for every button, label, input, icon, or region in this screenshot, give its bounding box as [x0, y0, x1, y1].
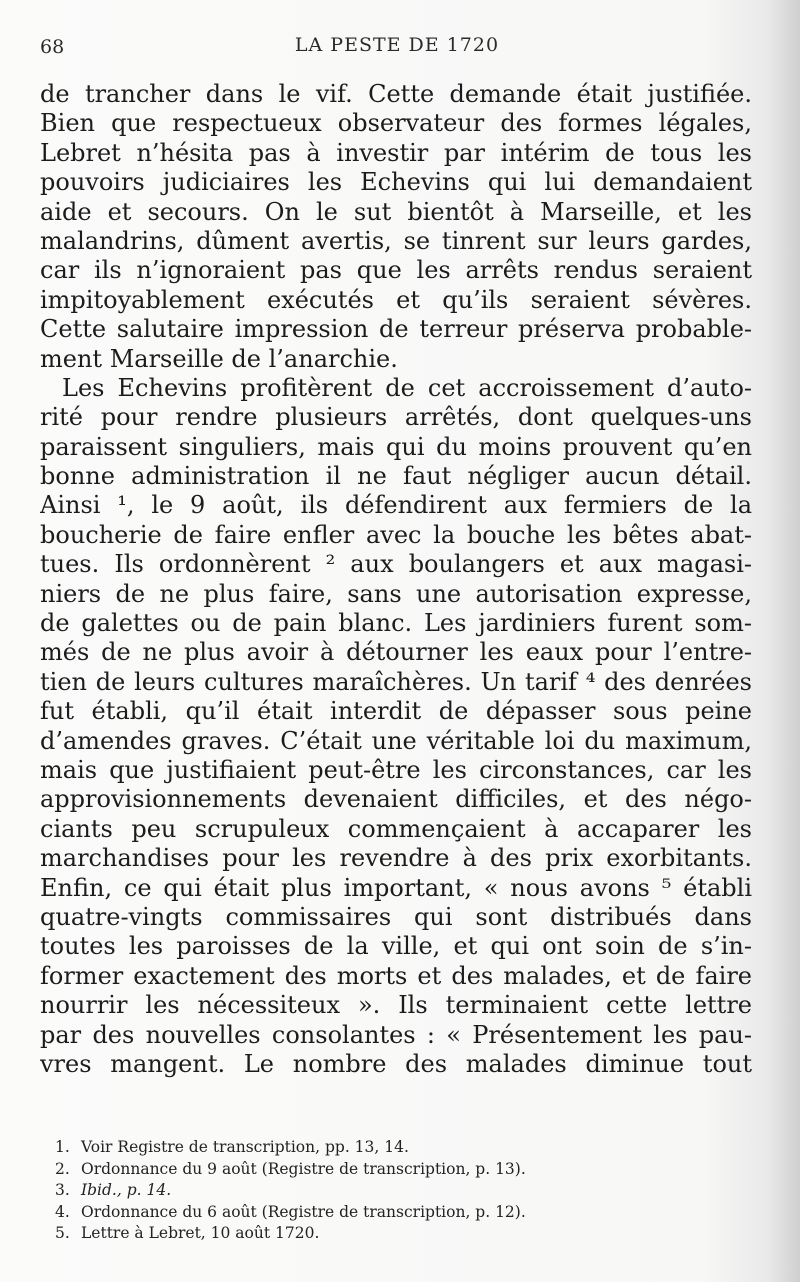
footnote: [55, 1202, 735, 1224]
text-line: niers de ne plus faire, sans une autorisation expresse,: [40, 579, 752, 608]
footnotes: [55, 1137, 735, 1245]
text-line: de trancher dans le vif. Cette demande était justifiée.: [40, 80, 752, 108]
footnote: [55, 1223, 735, 1245]
text-line: ciants peu scrupuleux commençaient à accaparer les: [40, 814, 752, 843]
text-line: Bien que respectueux observateur des formes légales,: [40, 109, 752, 138]
footnote-text: Ordonnance du 6 août (Registre de transcription, p. 12).: [81, 1202, 526, 1221]
text-line: Enfin, ce qui était plus important, « nous avons ⁵ établi: [40, 873, 752, 902]
text-line: nourrir les nécessiteux ». Ils terminaient cette lettre: [40, 991, 752, 1020]
page-header: [40, 32, 754, 62]
text-line: malandrins, dûment avertis, se tinrent sur leurs gardes,: [40, 226, 752, 255]
text-line: Cette salutaire impression de terreur préserva probable-: [40, 315, 752, 344]
text-line: de galettes ou de pain blanc. Les jardiniers furent som-: [40, 609, 752, 638]
paragraph-start-line: Les Echevins profitèrent de cet accroissement d’auto-: [62, 373, 752, 402]
footnote-number: 1.: [55, 1138, 70, 1156]
footnote-text: Lettre à Lebret, 10 août 1720.: [81, 1224, 320, 1243]
text-line: boucherie de faire enfler avec la bouche les bêtes abat-: [40, 520, 752, 549]
footnote: [55, 1159, 735, 1181]
page-number: 68: [40, 36, 65, 58]
text-line: tues. Ils ordonnèrent ² aux boulangers et aux magasi-: [40, 550, 752, 579]
text-line: impitoyablement exécutés et qu’ils seraient sévères.: [40, 285, 752, 314]
text-line: vres mangent. Le nombre des malades diminue tout: [40, 1049, 752, 1078]
text-line: d’amendes graves. C’était une véritable loi du maximum,: [40, 726, 752, 755]
text-line: marchandises pour les revendre à des prix exorbitants.: [40, 844, 752, 873]
footnote-number: 5.: [55, 1224, 70, 1243]
text-line: car ils n’ignoraient pas que les arrêts rendus seraient: [40, 256, 752, 285]
text-line: bonne administration il ne faut négliger aucun détail.: [40, 462, 752, 491]
footnote: [55, 1137, 735, 1159]
footnote-text: Ordonnance du 9 août (Registre de transcription, p. 13).: [81, 1159, 526, 1178]
text-line: mais que justifiaient peut-être les circonstances, car les: [40, 755, 752, 784]
text-line: Lebret n’hésita pas à investir par intérim de tous les: [40, 138, 752, 167]
text-line: aide et secours. On le sut bientôt à Marseille, et les: [40, 197, 752, 226]
text-line: par des nouvelles consolantes : « Présentement les pau-: [40, 1020, 752, 1049]
text-line: former exactement des morts et des malades, et de faire: [40, 961, 752, 990]
text-line: Ainsi ¹, le 9 août, ils défendirent aux fermiers de la: [40, 491, 752, 520]
text-line: tien de leurs cultures maraîchères. Un tarif ⁴ des denrées: [40, 667, 752, 696]
text-line: pouvoirs judiciaires les Echevins qui lui demandaient: [40, 168, 752, 197]
text-line: approvisionnements devenaient difficiles, et des négo-: [40, 785, 752, 814]
text-line: més de ne plus avoir à détourner les eaux pour l’entre-: [40, 638, 752, 667]
footnote-number: 2.: [55, 1159, 70, 1178]
footnote-text: Ibid., p. 14.: [81, 1181, 172, 1200]
text-line: paraissent singuliers, mais qui du moins prouvent qu’en: [40, 432, 752, 461]
text-line: fut établi, qu’il était interdit de dépasser sous peine: [40, 697, 752, 726]
text-line: toutes les paroisses de la ville, et qui ont soin de s’in-: [40, 932, 752, 961]
footnote-number: 4.: [55, 1202, 70, 1221]
footnote: [55, 1180, 735, 1202]
running-title: LA PESTE DE 1720: [294, 34, 500, 56]
footnote-text: Voir Registre de transcription, pp. 13, 14.: [81, 1138, 409, 1156]
footnote-number: 3.: [55, 1181, 70, 1200]
text-line: rité pour rendre plusieurs arrêtés, dont quelques-uns: [40, 403, 752, 432]
text-line: quatre-vingts commissaires qui sont distribués dans: [40, 902, 752, 931]
text-line: ment Marseille de l’anarchie.: [40, 344, 398, 373]
body-text: [40, 80, 752, 1079]
